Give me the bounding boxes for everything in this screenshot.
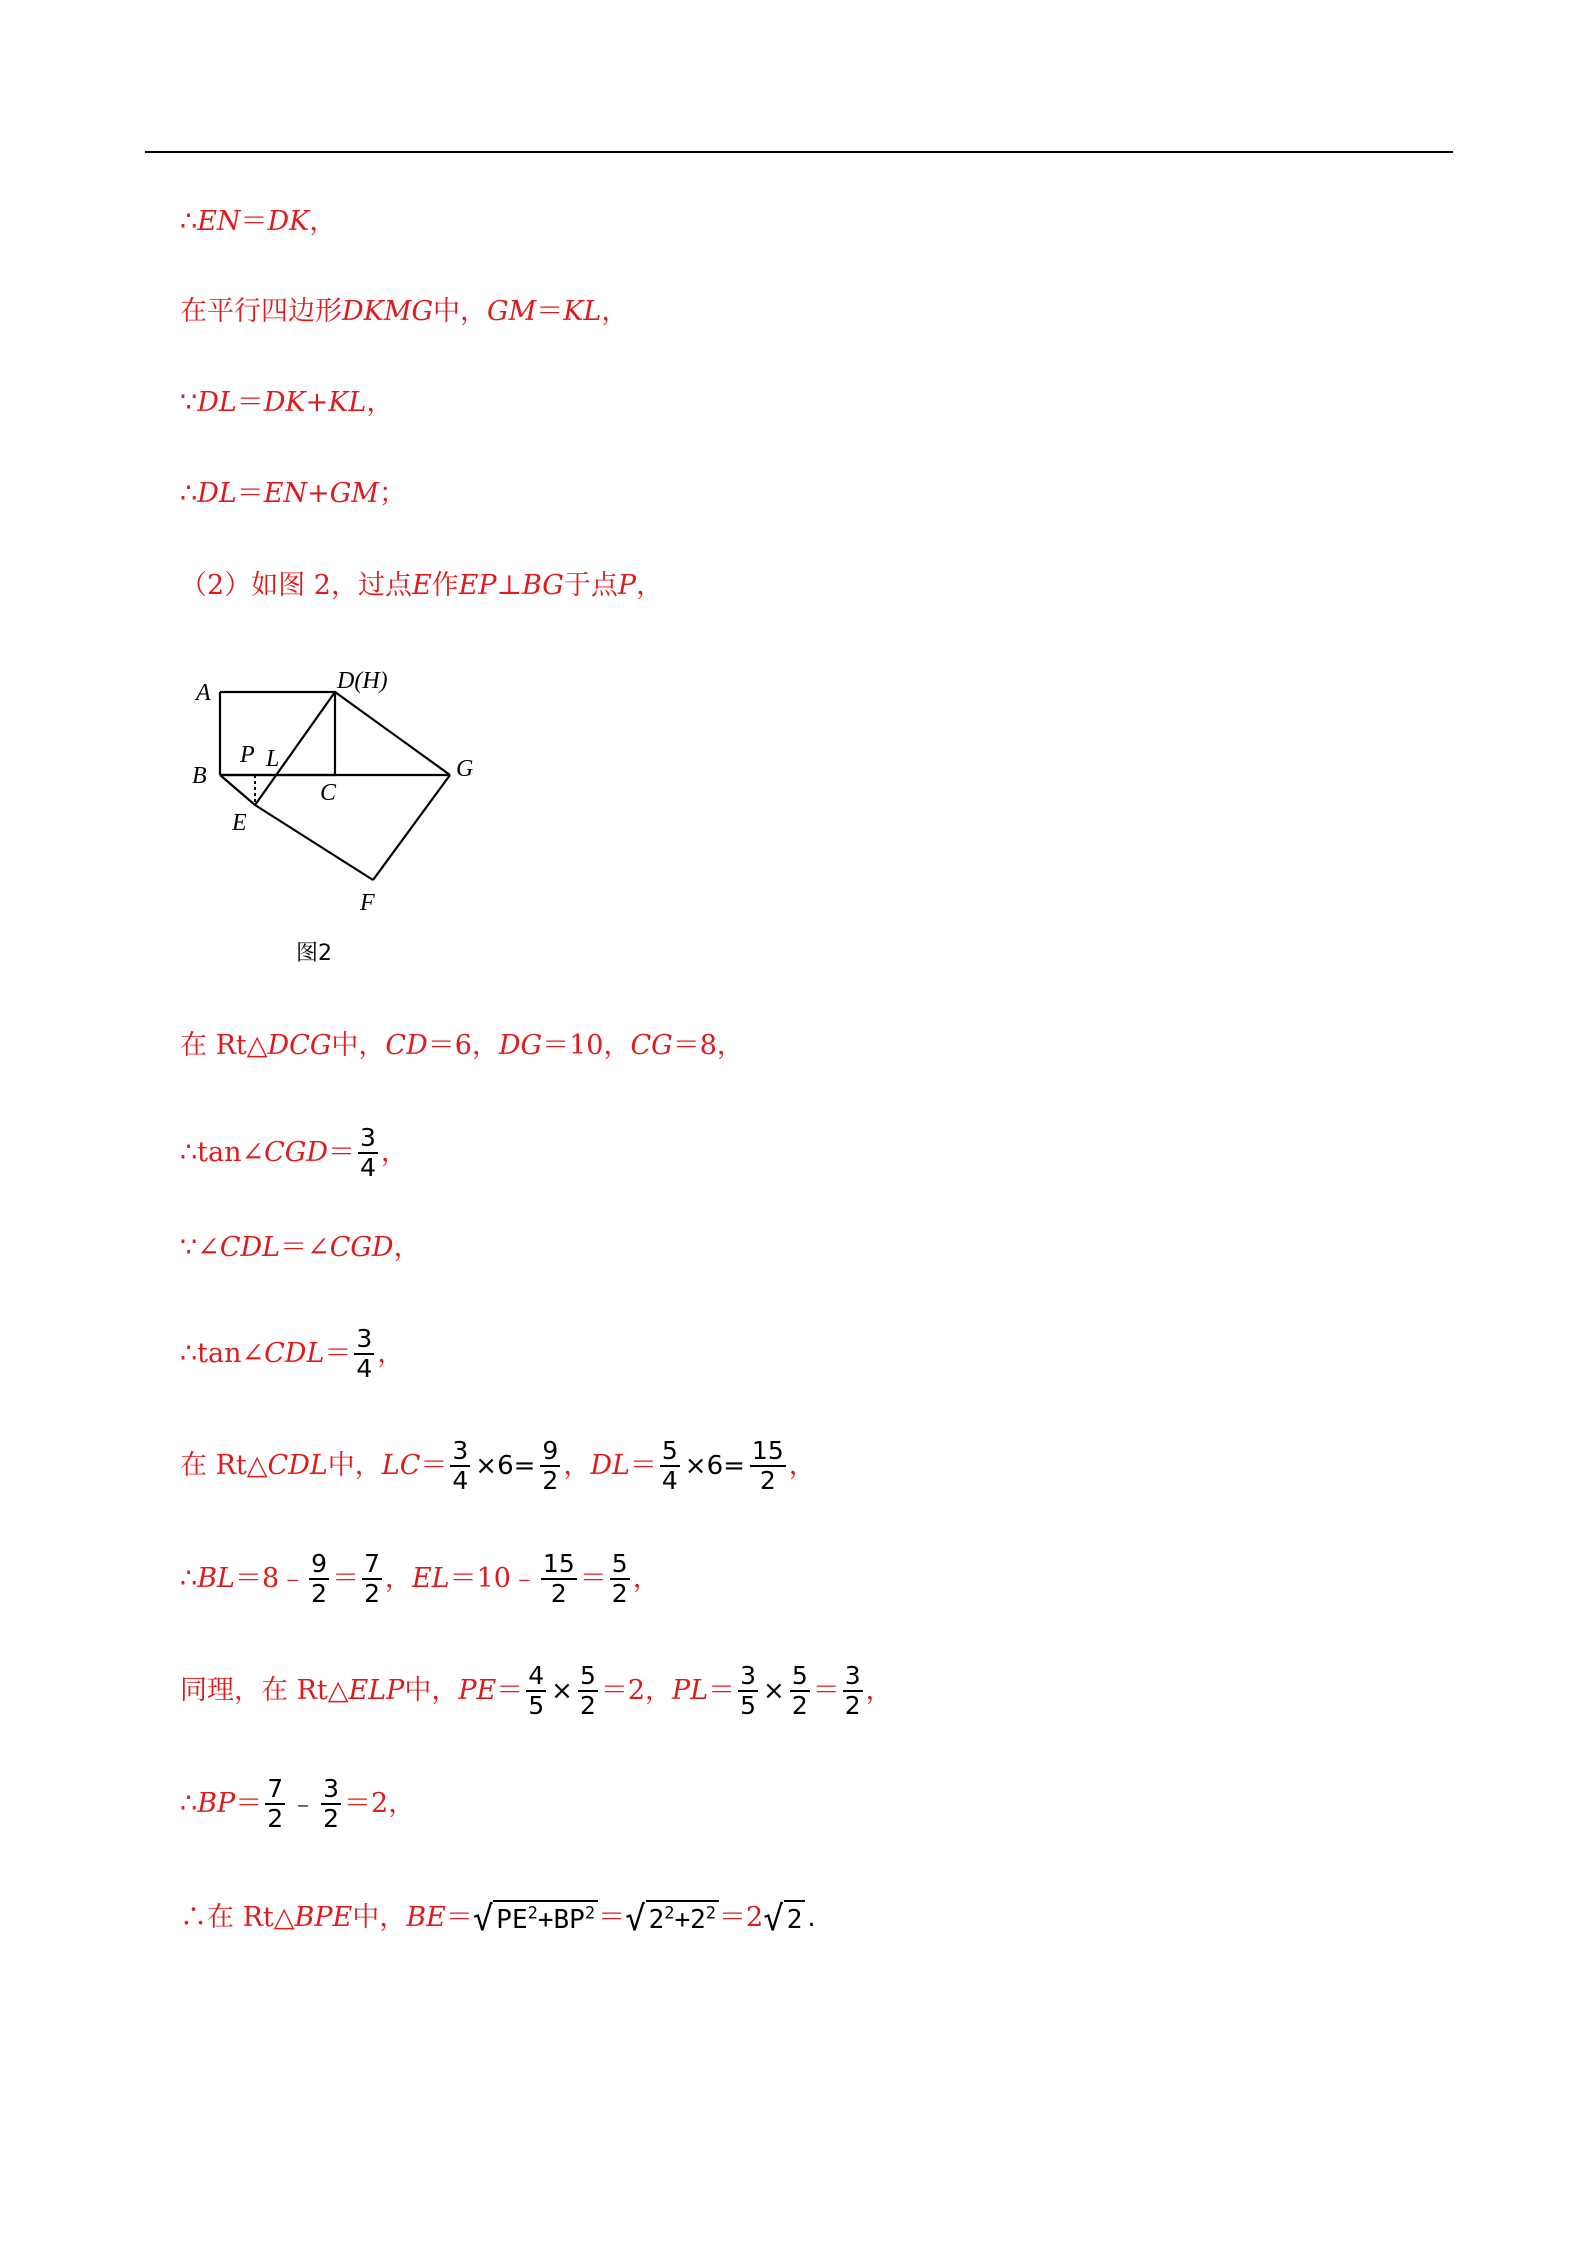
label-e: E — [232, 810, 247, 836]
line-gf — [373, 775, 450, 880]
text: 中， — [331, 1030, 386, 1061]
equals: ＝ — [236, 478, 264, 509]
value: ＝8﹣ — [234, 1563, 307, 1594]
period: . — [807, 1903, 816, 1933]
figure-2 — [180, 650, 510, 980]
fraction: $\frac{3}{4}$ — [360, 1123, 376, 1182]
text: 中， — [352, 1902, 407, 1933]
text: 中， — [327, 1450, 382, 1481]
label-g: G — [456, 756, 474, 782]
fraction: $\frac{9}{2}$ — [542, 1436, 559, 1495]
text: 中， — [404, 1675, 459, 1706]
fraction: $\frac{15}{2}$ — [751, 1436, 784, 1495]
sqrt-expression: √ 2 — [763, 1900, 805, 1936]
value: ＝2 — [719, 1902, 764, 1933]
equals: ＝ — [598, 1902, 626, 1933]
segment-dk: DK — [267, 206, 310, 237]
equals: ＝ — [420, 1450, 448, 1481]
fraction: $\frac{3}{4}$ — [452, 1436, 469, 1495]
line-be — [220, 775, 255, 805]
segment-gm: GM — [487, 296, 537, 327]
comma: ， — [393, 1232, 421, 1263]
text-line-10 — [180, 1437, 816, 1495]
text-line-8 — [180, 1228, 421, 1268]
therefore-symbol: ∴ — [180, 1563, 198, 1594]
sqrt-expression: √ $2^2+2^2$ — [625, 1900, 719, 1936]
sqrt-expression: √ $PE^2+BP^2$ — [473, 1900, 598, 1936]
comma: ， — [377, 1338, 405, 1369]
parallelogram-name: DKMG — [342, 296, 434, 327]
segment-lc: LC — [381, 1450, 421, 1481]
text-line-3 — [180, 383, 393, 423]
equals: ＝ — [328, 1137, 356, 1168]
segment-ep: EP — [458, 570, 497, 601]
text: 于点 — [563, 570, 618, 601]
text: 在 Rt△ — [180, 1030, 268, 1061]
angle-cgd: CGD — [329, 1232, 394, 1263]
value: ＝2， — [600, 1675, 673, 1706]
fraction: $\frac{15}{2}$ — [542, 1549, 575, 1608]
comma: ， — [865, 1675, 893, 1706]
text-line-13 — [180, 1775, 415, 1833]
text-line-14 — [180, 1898, 818, 1938]
therefore-symbol: ∴ — [180, 206, 198, 237]
equals: ＝ — [812, 1675, 840, 1706]
segment-dk: DK — [263, 387, 306, 418]
equals: ＝ — [332, 1563, 360, 1594]
times: × — [763, 1676, 785, 1706]
segment-pe: PE — [458, 1675, 497, 1706]
equals: ＝ — [708, 1675, 736, 1706]
label-f: F — [360, 890, 375, 916]
triangle-bpe: BPE — [294, 1902, 353, 1933]
label-p: P — [240, 742, 255, 768]
fraction: $\frac{7}{2}$ — [364, 1549, 380, 1608]
fraction: $\frac{9}{2}$ — [311, 1549, 328, 1608]
segment-bg: BG — [521, 570, 564, 601]
segment-cg: CG — [630, 1030, 673, 1061]
therefore-symbol: ∴ — [180, 1788, 198, 1819]
header-rule — [145, 151, 1453, 153]
fraction: $\frac{4}{5}$ — [528, 1661, 545, 1720]
text: 在平行四边形 — [180, 296, 342, 327]
label-dh: D(H) — [337, 668, 388, 694]
fraction: $\frac{3}{2}$ — [323, 1774, 340, 1833]
segment-en: EN — [263, 478, 308, 509]
label-b: B — [192, 763, 207, 789]
text-line-11 — [180, 1550, 660, 1608]
minus: ﹣ — [290, 1789, 317, 1819]
times: × — [551, 1676, 573, 1706]
value: ＝10， — [542, 1030, 631, 1061]
segment-pl: PL — [672, 1675, 709, 1706]
comma: ， — [380, 1137, 408, 1168]
times-six: ×6= — [684, 1451, 745, 1481]
equals: ＝ — [579, 1563, 607, 1594]
text: ∴在 Rt△ — [180, 1902, 295, 1933]
equals: ＝ — [236, 387, 264, 418]
label-c: C — [320, 780, 337, 806]
text-line-4 — [180, 474, 406, 514]
comma: ， — [366, 387, 394, 418]
angle-cdl: CDL — [219, 1232, 281, 1263]
point-p: P — [617, 570, 637, 601]
geometry-diagram — [180, 650, 510, 980]
segment-be: BE — [406, 1902, 446, 1933]
equals: ＝ — [629, 1450, 657, 1481]
comma: ， — [309, 206, 337, 237]
plus: + — [307, 478, 330, 509]
segment-en: EN — [197, 206, 241, 237]
triangle-dcg: DCG — [267, 1030, 332, 1061]
segment-dl: DL — [197, 387, 237, 418]
label-l: L — [266, 746, 280, 772]
label-a: A — [196, 680, 211, 706]
equals: ＝ — [235, 1788, 263, 1819]
fraction: $\frac{5}{2}$ — [611, 1549, 628, 1608]
comma: ， — [563, 1450, 591, 1481]
comma: ， — [384, 1563, 412, 1594]
angle-cgd: CGD — [264, 1137, 329, 1168]
fraction: $\frac{5}{4}$ — [661, 1436, 678, 1495]
tan-prefix: ∴tan∠ — [180, 1137, 265, 1168]
comma: ， — [636, 570, 664, 601]
text-line-9 — [180, 1325, 404, 1383]
tan-prefix: ∴tan∠ — [180, 1338, 265, 1369]
text-line-1 — [180, 202, 336, 242]
text: 作 — [431, 570, 459, 601]
comma: ， — [601, 296, 629, 327]
segment-el: EL — [411, 1563, 450, 1594]
equals: ＝ — [240, 206, 268, 237]
text-line-2 — [180, 292, 628, 332]
equals: ＝ — [324, 1338, 352, 1369]
because-angle: ∵∠ — [180, 1232, 220, 1263]
text: （2）如图 2，过点 — [180, 570, 412, 601]
text: 中， — [433, 296, 488, 327]
point-e: E — [411, 570, 432, 601]
segment-dl: DL — [590, 1450, 630, 1481]
segment-gm: GM — [329, 478, 379, 509]
segment-dl: DL — [197, 478, 237, 509]
fraction: $\frac{5}{2}$ — [791, 1661, 808, 1720]
segment-bp: BP — [197, 1788, 236, 1819]
triangle-cdl: CDL — [267, 1450, 328, 1481]
text: 同理，在 Rt△ — [180, 1675, 349, 1706]
fraction: $\frac{3}{5}$ — [740, 1661, 757, 1720]
segment-kl: KL — [328, 387, 367, 418]
text-line-5 — [180, 566, 663, 606]
segment-cd: CD — [385, 1030, 428, 1061]
value: ＝6， — [427, 1030, 499, 1061]
times-six: ×6= — [475, 1451, 536, 1481]
fraction: $\frac{3}{4}$ — [356, 1324, 373, 1383]
equals: ＝ — [496, 1675, 524, 1706]
value: ＝10﹣ — [449, 1563, 538, 1594]
segment-bl: BL — [197, 1563, 235, 1594]
because-symbol: ∵ — [180, 387, 198, 418]
equals: ＝ — [536, 296, 564, 327]
comma: ， — [788, 1450, 816, 1481]
segment-dg: DG — [498, 1030, 543, 1061]
text-line-7 — [180, 1124, 408, 1182]
line-fe — [255, 805, 373, 880]
therefore-symbol: ∴ — [180, 478, 198, 509]
text: 在 Rt△ — [180, 1450, 268, 1481]
line-dg — [335, 692, 450, 775]
perpendicular-symbol: ⊥ — [496, 570, 522, 601]
figure-caption: 图2 — [296, 941, 332, 966]
segment-kl: KL — [563, 296, 602, 327]
semicolon: ； — [378, 478, 406, 509]
fraction: $\frac{7}{2}$ — [267, 1774, 284, 1833]
equals: ＝ — [445, 1902, 473, 1933]
comma: ， — [632, 1563, 660, 1594]
plus: + — [305, 387, 329, 418]
triangle-elp: ELP — [348, 1675, 405, 1706]
fraction: $\frac{5}{2}$ — [579, 1661, 596, 1720]
fraction: $\frac{3}{2}$ — [844, 1661, 861, 1720]
value: ＝2， — [344, 1788, 416, 1819]
text-line-12 — [180, 1662, 893, 1720]
value: ＝8， — [672, 1030, 744, 1061]
equals-angle: ＝∠ — [280, 1232, 330, 1263]
angle-cdl: CDL — [264, 1338, 325, 1369]
text-line-6 — [180, 1026, 744, 1066]
